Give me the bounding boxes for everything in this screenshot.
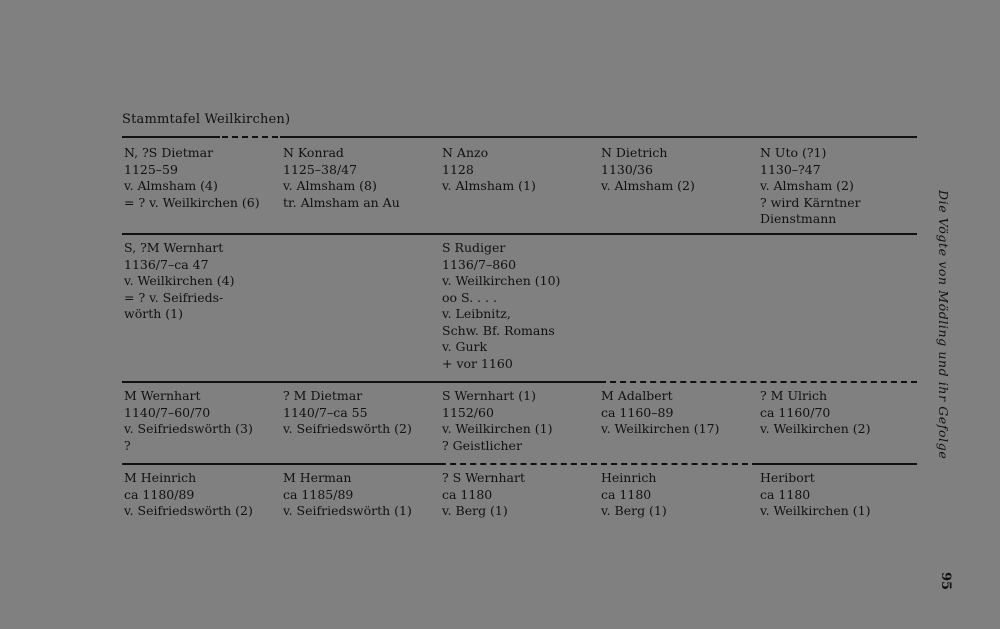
cell-r4-c1: M Heinrich ca 1180/89 v. Seifriedswörth (2) bbox=[124, 470, 253, 518]
cell-r4-c5: Heribort ca 1180 v. Weilkirchen (1) bbox=[760, 470, 871, 518]
cell-r3-c4: M Adalbert ca 1160–89 v. Weilkirchen (17) bbox=[601, 388, 720, 436]
cell-r4-c3: ? S Wernhart ca 1180 v. Berg (1) bbox=[442, 470, 525, 518]
cell-r1-c5: N Uto (?1) 1130–?47 v. Almsham (2) ? wird Kärntner Dienstmann bbox=[760, 145, 861, 226]
rule-top-2 bbox=[280, 136, 917, 138]
rule-row3-solid bbox=[122, 381, 600, 383]
cell-r3-c1: M Wernhart 1140/7–60/70 v. Seifriedswörth (3) ? bbox=[124, 388, 253, 453]
cell-r2-c3: S Rudiger 1136/7–860 v. Weilkirchen (10) oo S. . . . v. Leibnitz, Schw. Bf. Romans v. Gurk + vor 1160 bbox=[442, 240, 561, 371]
running-head: Die Vögte von Mödling und ihr Gefolge bbox=[936, 190, 951, 460]
cell-r4-c4: Heinrich ca 1180 v. Berg (1) bbox=[601, 470, 667, 518]
cell-r3-c2: ? M Dietmar 1140/7–ca 55 v. Seifriedswörth (2) bbox=[283, 388, 412, 436]
rule-row3-dash bbox=[600, 381, 917, 383]
cell-r1-c3: N Anzo 1128 v. Almsham (1) bbox=[442, 145, 536, 193]
rule-row4-b bbox=[758, 463, 917, 465]
rule-row4-a bbox=[122, 463, 440, 465]
rule-top-dash-1 bbox=[222, 136, 278, 138]
cell-r2-c1: S, ?M Wernhart 1136/7–ca 47 v. Weilkirchen (4) = ? v. Seifrieds- wörth (1) bbox=[124, 240, 235, 321]
rule-row4-dash bbox=[440, 463, 758, 465]
cell-r1-c1: N, ?S Dietmar 1125–59 v. Almsham (4) = ? v. Weilkirchen (6) bbox=[124, 145, 260, 210]
rule-row2 bbox=[122, 233, 917, 235]
table-caption: Stammtafel Weilkirchen) bbox=[122, 112, 291, 127]
cell-r1-c4: N Dietrich 1130/36 v. Almsham (2) bbox=[601, 145, 695, 193]
cell-r3-c3: S Wernhart (1) 1152/60 v. Weilkirchen (1) ? Geistlicher bbox=[442, 388, 553, 453]
cell-r3-c5: ? M Ulrich ca 1160/70 v. Weilkirchen (2) bbox=[760, 388, 871, 436]
cell-r4-c2: M Herman ca 1185/89 v. Seifriedswörth (1) bbox=[283, 470, 412, 518]
rule-top-1 bbox=[122, 136, 220, 138]
cell-r1-c2: N Konrad 1125–38/47 v. Almsham (8) tr. Almsham an Au bbox=[283, 145, 400, 210]
page-number: 95 bbox=[938, 572, 953, 591]
